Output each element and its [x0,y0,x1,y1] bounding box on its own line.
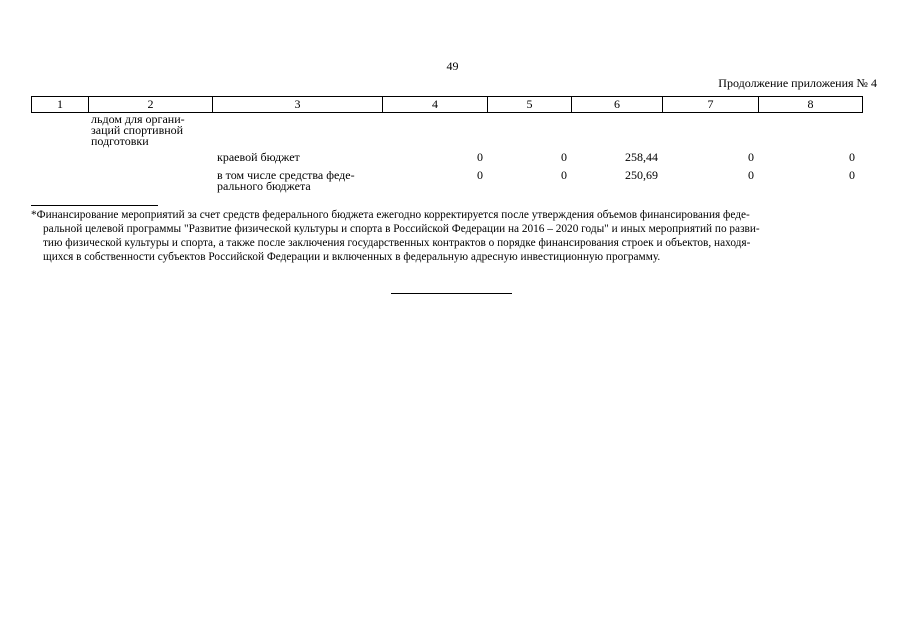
column-number-4: 4 [383,97,488,113]
column-number-8: 8 [759,97,863,113]
appendix-continuation-label: Продолжение приложения № 4 [718,76,877,90]
funding-source-label-line: рального бюджета [217,179,311,193]
value-col-8: 0 [849,168,855,182]
footnote-line: *Финансирование мероприятий за счет средств федерального бюджета ежегодно корректируется после утверждения объемов финансирования феде- [31,209,750,221]
funding-source-label [217,170,355,192]
funding-source-label-line: краевой бюджет [217,150,300,164]
column-number-5: 5 [488,97,572,113]
page-number: 49 [446,59,459,73]
footnote-line: ральной целевой программы "Развитие физической культуры и спорта в Российской Федерации на 2016 – 2020 годы" и иных мероприятий по разви- [43,223,760,235]
value-col-7: 0 [748,168,754,182]
value-col-4: 0 [477,168,483,182]
column-number-7: 7 [663,97,759,113]
footnote-line: тию физической культуры и спорта, а также после заключения государственных контрактов о порядке финансирования строек и объектов, находя- [43,237,751,249]
funding-source-label [217,152,300,163]
column-number-2: 2 [89,97,213,113]
footnote-line: щихся в собственности субъектов Российской Федерации и включенных в федеральную адресную инвестиционную программу. [43,251,661,263]
value-col-8: 0 [849,150,855,164]
value-col-5: 0 [561,168,567,182]
column-number-row [32,97,863,113]
column-number-header-table [31,96,863,113]
value-col-4: 0 [477,150,483,164]
footnote-separator [31,205,158,206]
continued-measure-line: заций спортивной [91,123,184,137]
funding-source-label-line: в том числе средства феде- [217,168,355,182]
value-col-6: 258,44 [625,150,658,164]
value-col-6: 250,69 [625,168,658,182]
end-of-page-rule [391,293,512,294]
footnote [31,208,877,264]
continued-measure-line: подготовки [91,134,149,148]
continued-measure-line: льдом для органи- [91,112,185,126]
value-col-7: 0 [748,150,754,164]
continued-measure-name [91,114,185,147]
column-number-1: 1 [32,97,89,113]
value-col-5: 0 [561,150,567,164]
column-number-3: 3 [213,97,383,113]
column-number-6: 6 [572,97,663,113]
